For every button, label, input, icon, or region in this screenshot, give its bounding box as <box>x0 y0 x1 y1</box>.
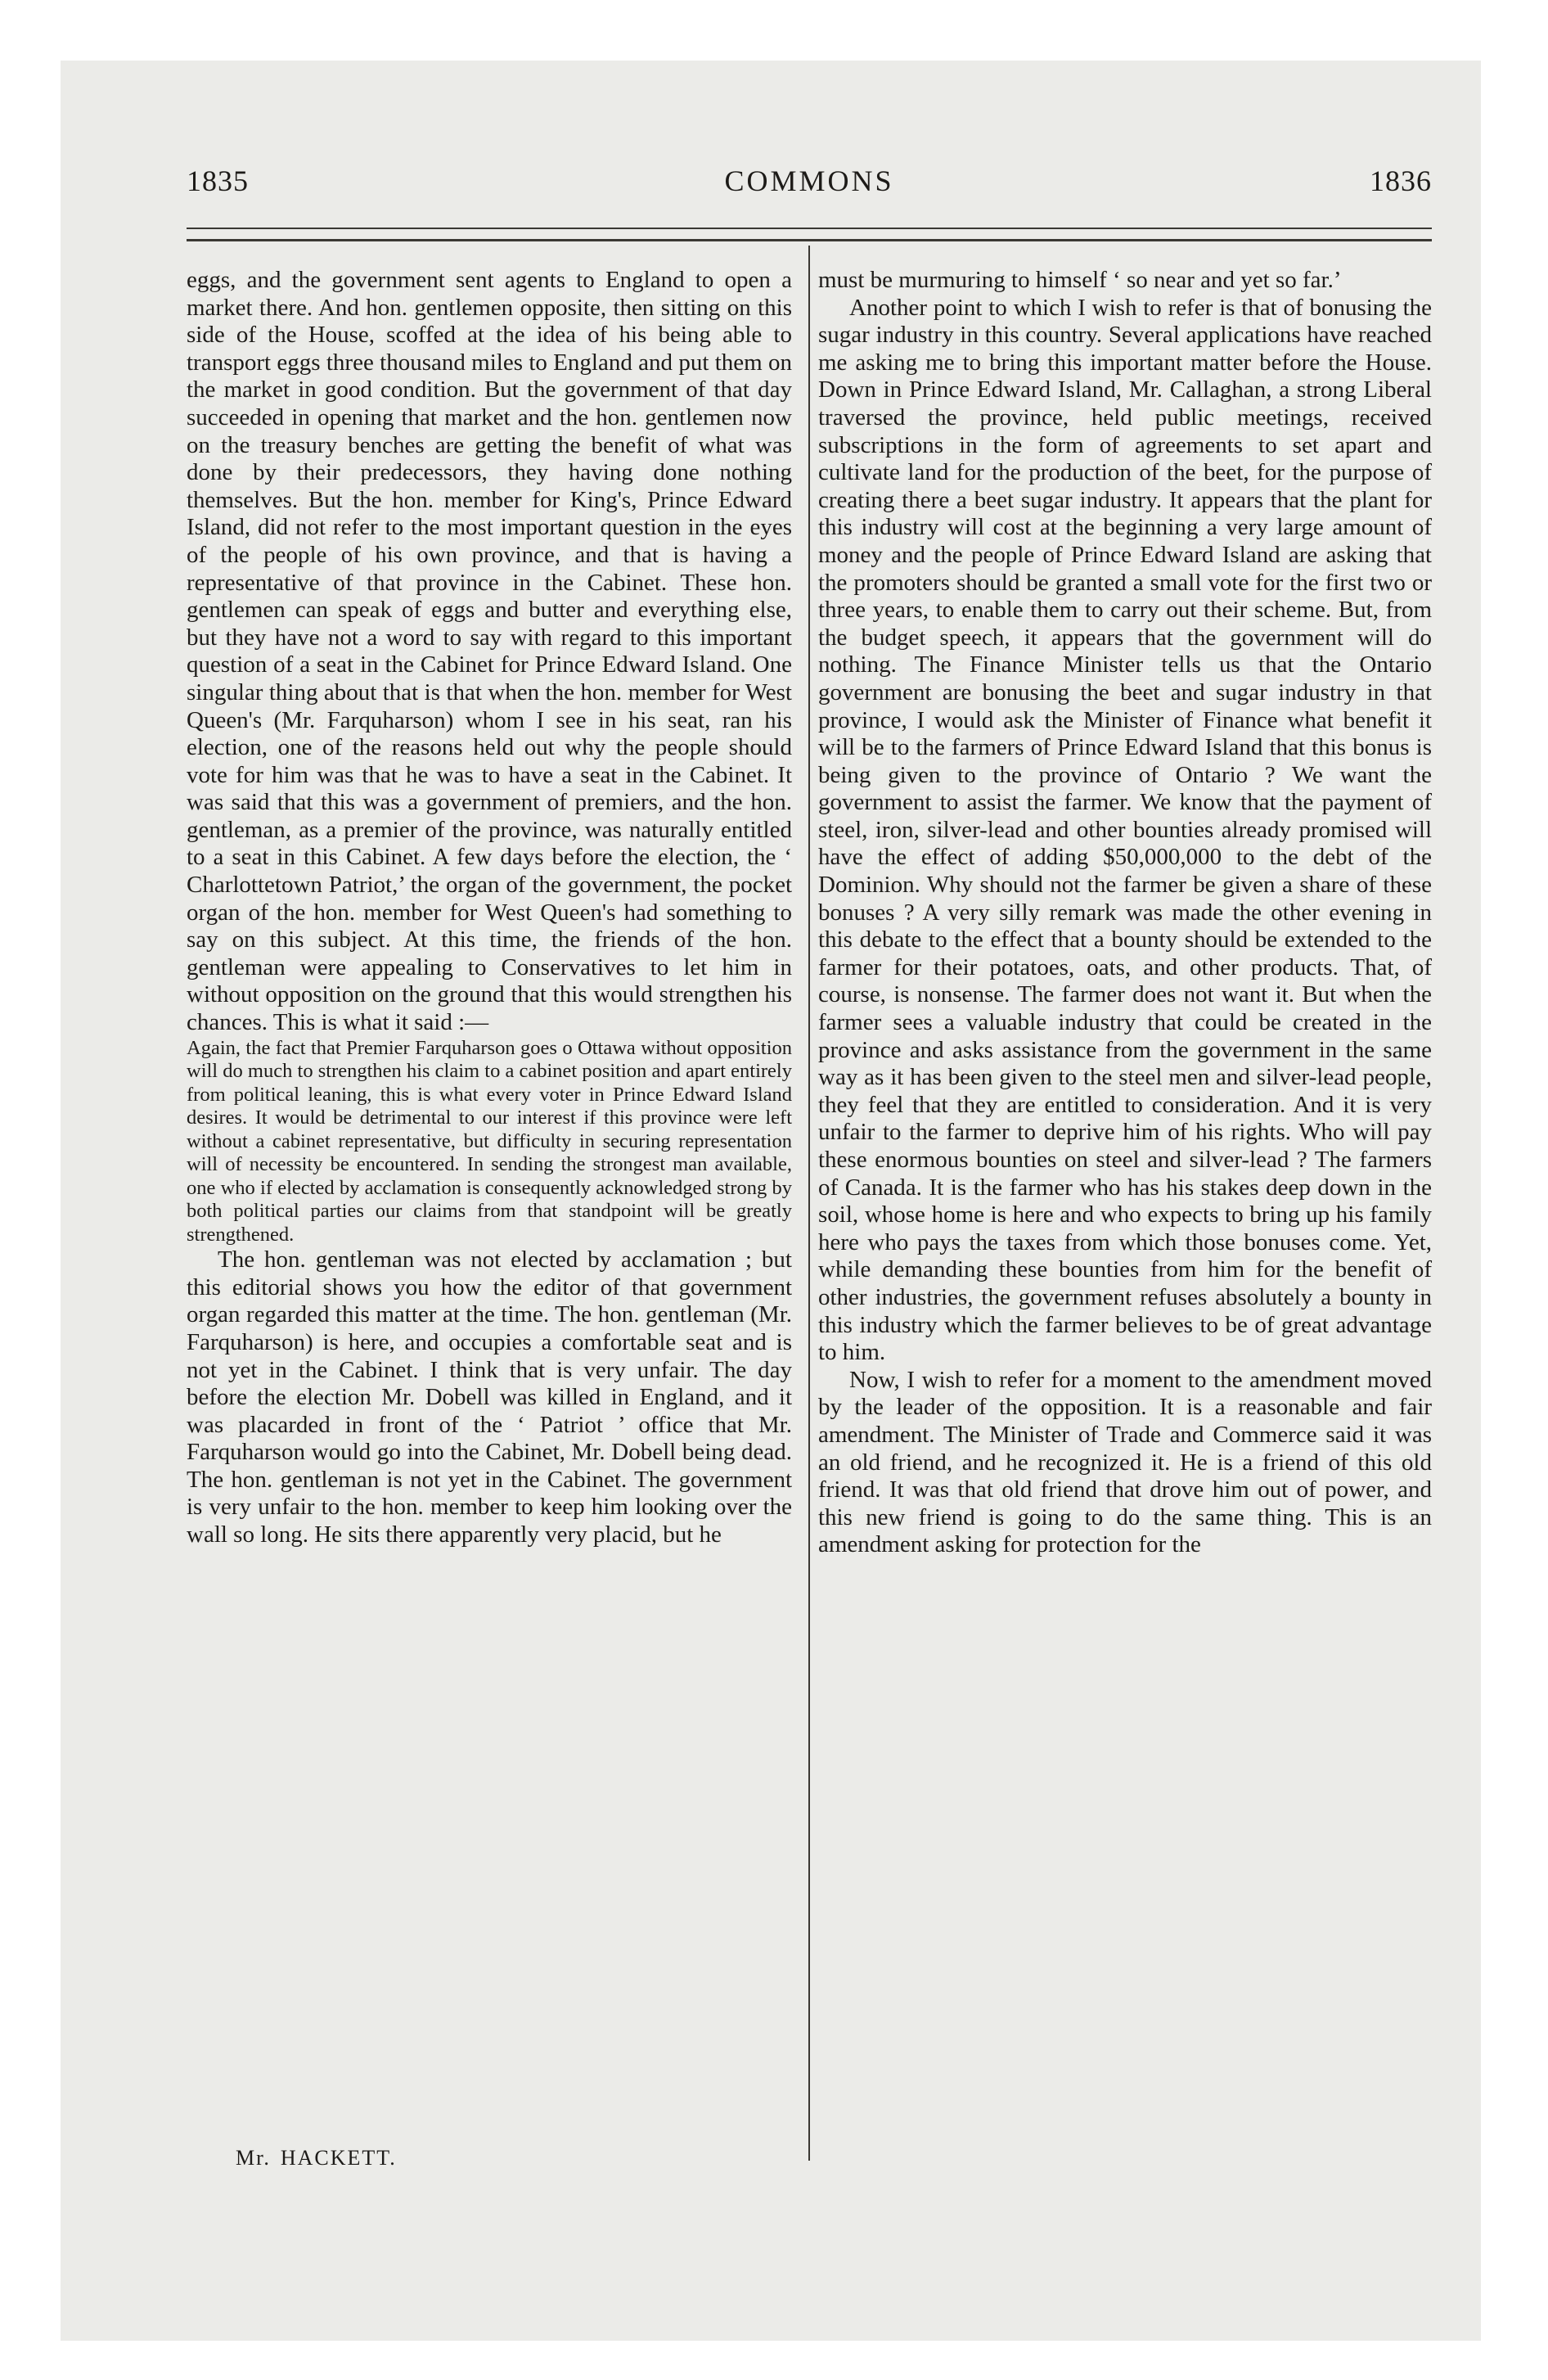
left-column <box>187 267 792 1549</box>
header-rule-bottom <box>187 239 1432 241</box>
right-column <box>818 267 1432 1559</box>
speaker-name: HACKETT. <box>280 2146 397 2170</box>
right-paragraph-3: Now, I wish to refer for a moment to the amendment moved by the leader of the opposition. It is a reasonable and fair amendment. The Minister of Trade and Commerce said it was an old friend, and he recognized it. He is a friend of this old friend. It was that old friend that drove him out of power, and this new friend is going to do the same thing. This is an amendment asking for protection for the <box>818 1366 1432 1558</box>
column-divider <box>808 246 810 2161</box>
left-paragraph-1: eggs, and the government sent agents to England to open a market there. And hon. gentlemen opposite, then sitting on this side of the House, scoffed at the idea of his being able to transport eggs three thousand miles to England and put them on the market in good condition. But the government of that day succeeded in opening that market and the hon. gentlemen now on the treasury benches are getting the benefit of what was done by their predecessors, they having done nothing themselves. But the hon. member for King's, Prince Edward Island, did not refer to the most important question in the eyes of the people of his own province, and that is having a representative of that province in the Cabinet. These hon. gentlemen can speak of eggs and butter and everything else, but they have not a word to say with regard to this important question of a seat in the Cabinet for Prince Edward Island. One singular thing about that is that when the hon. member for West Queen's (Mr. Farquharson) whom I see in his seat, ran his election, one of the reasons held out why the people should vote for him was that he was to have a seat in the Cabinet. It was said that this was a government of premiers, and the hon. gentleman, as a premier of the province, was naturally entitled to a seat in this Cabinet. A few days before the election, the ‘ Charlottetown Patriot,’ the organ of the government, the pocket organ of the hon. member for West Queen's had something to say on this subject. At this time, the friends of the hon. gentleman were appealing to Conservatives to let him in without opposition on the ground that this would strengthen his chances. This is what it said :— <box>187 267 792 1036</box>
right-page-number: 1836 <box>1370 165 1432 197</box>
right-paragraph-1: must be murmuring to himself ‘ so near and yet so far.’ <box>818 267 1342 293</box>
newspaper-quotation: Again, the fact that Premier Farquharson goes o Ottawa without opposition will do much to strengthen his claim to a cabinet position and apart entirely from political leaning, this is what every voter in Prince Edward Island desires. It would be detrimental to our interest if this province were left without a cabinet representative, but difficulty in securing representation will of necessity be encountered. In sending the strongest man available, one who if elected by acclamation is consequently acknowledged strong by both political parties our claims from that standpoint will be greatly strengthened. <box>187 1036 792 1246</box>
right-paragraph-2: Another point to which I wish to refer is that of bonusing the sugar industry in this country. Several applications have reached me asking me to bring this important matter before the House. Down in Prince Edward Island, Mr. Callaghan, a strong Liberal traversed the province, held public meetings, received subscriptions in the form of agreements to set apart and cultivate land for the production of the beet, for the purpose of creating there a beet sugar industry. It appears that the plant for this industry will cost at the beginning a very large amount of money and the people of Prince Edward Island are asking that the promoters should be granted a small vote for the first two or three years, to enable them to carry out their scheme. But, from the budget speech, it appears that the government will do nothing. The Finance Minister tells us that the Ontario government are bonusing the beet and sugar industry in that province, I would ask the Minister of Finance what benefit it will be to the farmers of Prince Edward Island that this bonus is being given to the province of Ontario ? We want the government to assist the farmer. We know that the payment of steel, iron, silver-lead and other bounties already promised will have the effect of adding $50,000,000 to the debt of the Dominion. Why should not the farmer be given a share of these bonuses ? A very silly remark was made the other evening in this debate to the effect that a bounty should be extended to the farmer for their potatoes, oats, and other products. That, of course, is nonsense. The farmer does not want it. But when the farmer sees a valuable industry that could be created in the province and asks assistance from the government in the same way as it has been given to the steel men and silver-lead people, they feel that they are entitled to consideration. And it is very unfair to the farmer to deprive him of his rights. Who will pay these enormous bounties on steel and silver-lead ? The farmers of Canada. It is the farmer who has his stakes deep down in the soil, whose home is here and who expects to bring up his family here who pays the taxes from which those bonuses come. Yet, while demanding these bounties from him for the benefit of other industries, the government refuses absolutely a bounty in this industry which the farmer believes to be of great advantage to him. <box>818 294 1432 1366</box>
left-page-number: 1835 <box>187 165 249 197</box>
left-paragraph-2: The hon. gentleman was not elected by acclamation ; but this editorial shows you how the editor of that government organ regarded this matter at the time. The hon. gentleman (Mr. Farquharson) is here, and occupies a comfortable seat and is not yet in the Cabinet. I think that is very unfair. The day before the election Mr. Dobell was killed in England, and it was placarded in front of the ‘ Patriot ’ office that Mr. Farquharson would go into the Cabinet, Mr. Dobell being dead. The hon. gentleman is not yet in the Cabinet. The government is very unfair to the hon. member to keep him looking over the wall so long. He sits there apparently very placid, but he <box>187 1246 792 1548</box>
header-rule-top <box>187 228 1432 229</box>
page-header <box>187 164 1432 213</box>
running-title: COMMONS <box>724 165 894 197</box>
speaker-prefix: Mr. <box>236 2146 271 2170</box>
speaker-signature <box>236 2146 397 2170</box>
